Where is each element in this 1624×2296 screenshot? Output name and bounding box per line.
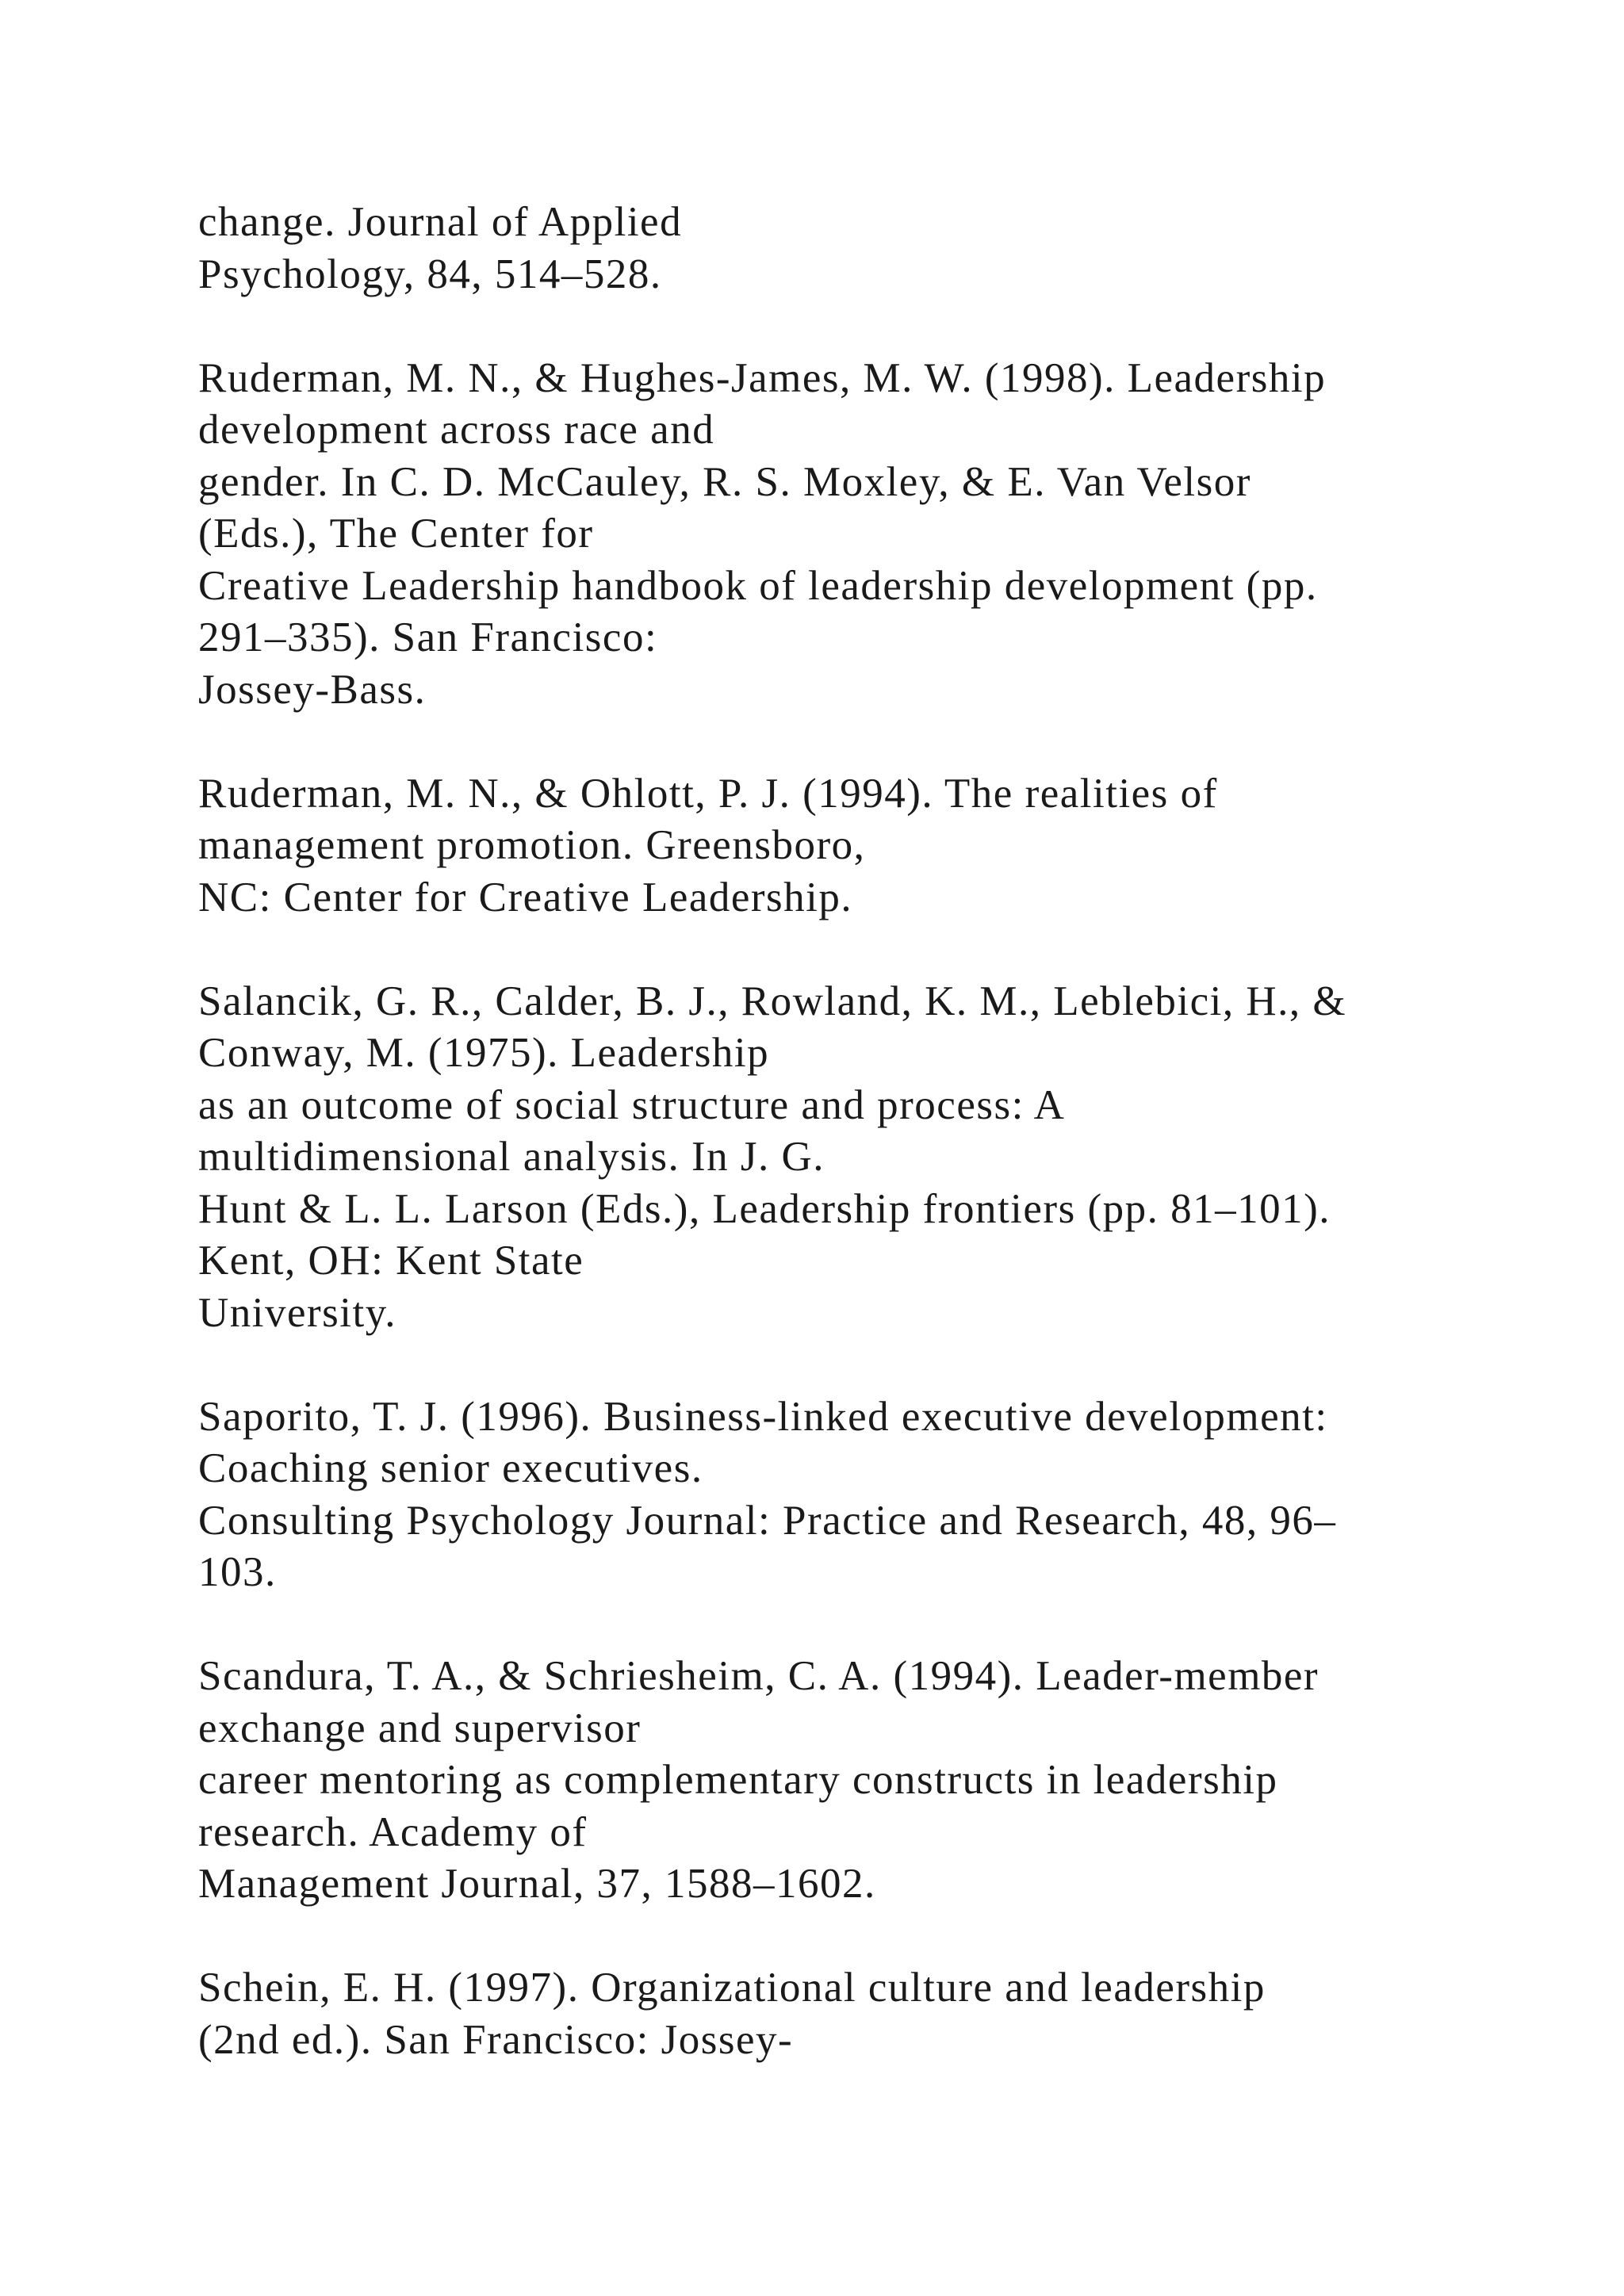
reference-entry [198, 1651, 1546, 1911]
reference-line: career mentoring as complementary constructs in leadership [198, 1757, 1278, 1803]
reference-line: Scandura, T. A., & Schriesheim, C. A. (1994). Leader-member [198, 1653, 1320, 1699]
reference-list [198, 197, 1546, 2118]
reference-line: Psychology, 84, 514–528. [198, 251, 662, 297]
reference-line: Saporito, T. J. (1996). Business-linked executive development: [198, 1393, 1328, 1440]
reference-line: Management Journal, 37, 1588–1602. [198, 1861, 876, 1907]
reference-line: Ruderman, M. N., & Ohlott, P. J. (1994). The realities of [198, 770, 1218, 817]
reference-line: 291–335). San Francisco: [198, 614, 658, 660]
reference-line: Coaching senior executives. [198, 1445, 703, 1491]
reference-line: Ruderman, M. N., & Hughes-James, M. W. (1998). Leadership [198, 354, 1327, 401]
reference-entry [198, 768, 1546, 924]
reference-line: development across race and [198, 407, 715, 453]
reference-line: as an outcome of social structure and process: A [198, 1081, 1066, 1128]
reference-entry [198, 1962, 1546, 2066]
reference-line: University. [198, 1289, 397, 1336]
reference-line: management promotion. Greensboro, [198, 822, 866, 868]
reference-line: Jossey-Bass. [198, 666, 427, 713]
reference-line: 103. [198, 1549, 277, 1595]
reference-line: NC: Center for Creative Leadership. [198, 874, 853, 920]
reference-entry [198, 1391, 1546, 1599]
reference-line: Hunt & L. L. Larson (Eds.), Leadership frontiers (pp. 81–101). [198, 1185, 1331, 1232]
reference-line: change. Journal of Applied [198, 199, 683, 245]
reference-line: Schein, E. H. (1997). Organizational culture and leadership [198, 1965, 1266, 2011]
reference-line: exchange and supervisor [198, 1705, 642, 1751]
reference-line: research. Academy of [198, 1808, 588, 1855]
reference-entry [198, 353, 1546, 717]
reference-line: (2nd ed.). San Francisco: Jossey- [198, 2016, 794, 2063]
reference-line: multidimensional analysis. In J. G. [198, 1134, 825, 1180]
reference-entry [198, 197, 1546, 300]
reference-line: Creative Leadership handbook of leadership development (pp. [198, 562, 1318, 609]
reference-line: Conway, M. (1975). Leadership [198, 1030, 770, 1076]
reference-entry [198, 976, 1546, 1340]
reference-line: (Eds.), The Center for [198, 511, 594, 557]
reference-line: Kent, OH: Kent State [198, 1238, 584, 1284]
reference-line: Consulting Psychology Journal: Practice and Research, 48, 96– [198, 1497, 1337, 1544]
reference-line: gender. In C. D. McCauley, R. S. Moxley, & E. Van Velsor [198, 458, 1251, 505]
reference-line: Salancik, G. R., Calder, B. J., Rowland, K. M., Leblebici, H., & [198, 978, 1347, 1024]
